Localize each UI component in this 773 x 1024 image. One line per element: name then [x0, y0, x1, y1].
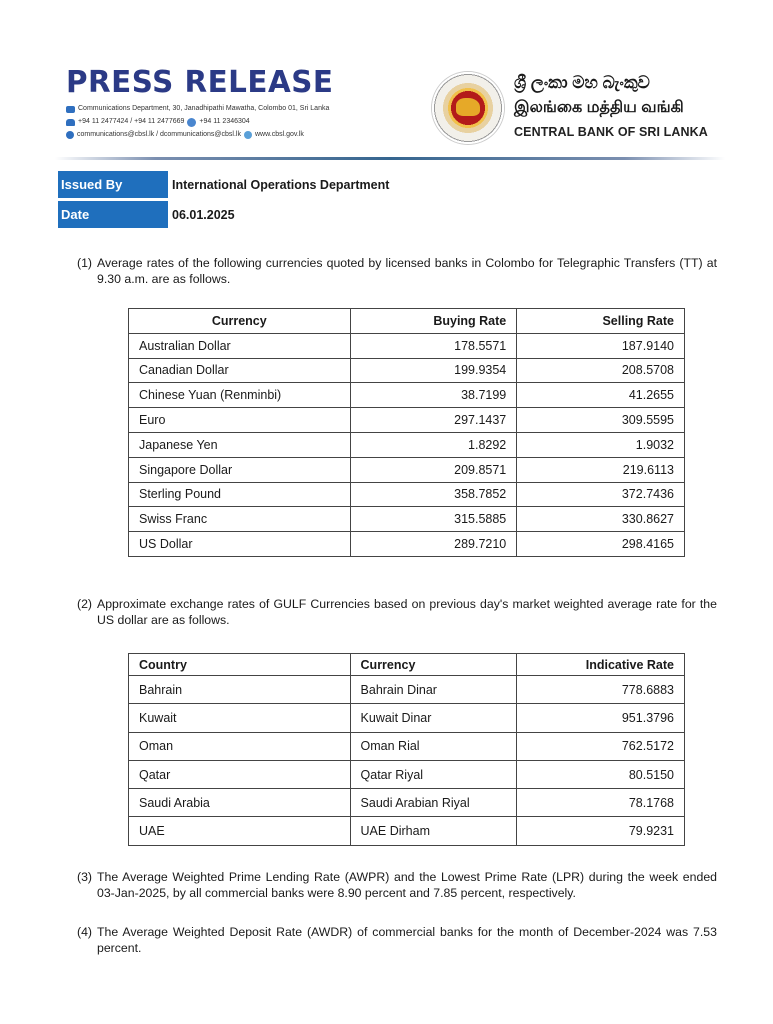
table-row: [129, 760, 685, 788]
envelope-icon: [66, 106, 75, 113]
cell-country: UAE: [129, 817, 351, 845]
issued-by-row: [58, 171, 389, 198]
tt-rates-table: [128, 308, 685, 557]
cell-currency: Australian Dollar: [129, 333, 351, 358]
cell-buying-rate: 289.7210: [350, 532, 517, 557]
table-row: [129, 358, 685, 383]
contact-address-text: Communications Department, 30, Janadhipathi Mawatha, Colombo 01, Sri Lanka: [78, 105, 330, 112]
cell-selling-rate: 309.5595: [517, 408, 685, 433]
cell-currency: Oman Rial: [350, 732, 517, 760]
lion-emblem-icon: [456, 98, 480, 116]
section-text: The Average Weighted Deposit Rate (AWDR) of commercial banks for the month of December-2024 was 7.53 percent.: [97, 925, 717, 955]
fax-icon: [187, 118, 196, 127]
table-row: [129, 383, 685, 408]
cell-currency: Bahrain Dinar: [350, 676, 517, 704]
cell-selling-rate: 208.5708: [517, 358, 685, 383]
cell-currency: Saudi Arabian Riyal: [350, 789, 517, 817]
cell-indicative-rate: 951.3796: [517, 704, 685, 732]
bank-seal-logo: [432, 72, 504, 144]
cell-currency: Swiss Franc: [129, 507, 351, 532]
contact-phone-text: +94 11 2477424 / +94 11 2477669: [78, 118, 185, 125]
section-3-paragraph: [77, 869, 717, 901]
table-row: [129, 676, 685, 704]
cell-buying-rate: 297.1437: [350, 408, 517, 433]
cell-currency: Euro: [129, 408, 351, 433]
bank-name-english: CENTRAL BANK OF SRI LANKA: [514, 125, 708, 139]
cell-selling-rate: 187.9140: [517, 333, 685, 358]
section-number: (2): [77, 597, 93, 611]
cell-buying-rate: 209.8571: [350, 457, 517, 482]
cell-currency: UAE Dirham: [350, 817, 517, 845]
section-number: (3): [77, 870, 93, 884]
cell-selling-rate: 330.8627: [517, 507, 685, 532]
table-row: [129, 817, 685, 845]
cell-country: Kuwait: [129, 704, 351, 732]
gulf-rates-table: [128, 653, 685, 846]
cell-currency: Canadian Dollar: [129, 358, 351, 383]
cell-buying-rate: 199.9354: [350, 358, 517, 383]
table-row: [129, 457, 685, 482]
cell-country: Oman: [129, 732, 351, 760]
cell-buying-rate: 178.5571: [350, 333, 517, 358]
contact-fax-text: +94 11 2346304: [199, 118, 250, 125]
cell-buying-rate: 315.5885: [350, 507, 517, 532]
cell-selling-rate: 372.7436: [517, 482, 685, 507]
cell-currency: Japanese Yen: [129, 432, 351, 457]
cell-selling-rate: 298.4165: [517, 532, 685, 557]
header-divider: [55, 157, 725, 160]
date-label: Date: [58, 201, 168, 228]
cell-currency: Singapore Dollar: [129, 457, 351, 482]
cell-selling-rate: 1.9032: [517, 432, 685, 457]
column-header-currency: Currency: [350, 654, 517, 676]
column-header-buying-rate: Buying Rate: [350, 309, 517, 334]
section-text: Approximate exchange rates of GULF Currencies based on previous day's market weighted average rate for the US dollar are as follows.: [97, 597, 717, 627]
issued-by-label: Issued By: [58, 171, 168, 198]
cell-country: Saudi Arabia: [129, 789, 351, 817]
table-header-row: [129, 654, 685, 676]
table-row: [129, 789, 685, 817]
phone-icon: [66, 119, 75, 126]
column-header-indicative-rate: Indicative Rate: [517, 654, 685, 676]
cell-currency: Kuwait Dinar: [350, 704, 517, 732]
column-header-country: Country: [129, 654, 351, 676]
section-1-paragraph: [77, 255, 717, 287]
email-icon: [66, 131, 74, 139]
section-number: (4): [77, 925, 93, 939]
column-header-selling-rate: Selling Rate: [517, 309, 685, 334]
cell-selling-rate: 219.6113: [517, 457, 685, 482]
section-2-paragraph: [77, 596, 717, 628]
cell-buying-rate: 38.7199: [350, 383, 517, 408]
table-row: [129, 532, 685, 557]
contact-address: [66, 104, 329, 114]
issued-by-value: International Operations Department: [172, 177, 390, 192]
table-row: [129, 408, 685, 433]
table-row: [129, 333, 685, 358]
cell-indicative-rate: 79.9231: [517, 817, 685, 845]
table-row: [129, 704, 685, 732]
contact-email: [66, 130, 304, 140]
cell-country: Qatar: [129, 760, 351, 788]
section-text: The Average Weighted Prime Lending Rate (AWPR) and the Lowest Prime Rate (LPR) during the week ended 03-Jan-2025, by all commercial banks were 8.90 percent and 7.85 percent, respectively.: [97, 870, 717, 900]
cell-currency: Chinese Yuan (Renminbi): [129, 383, 351, 408]
table-header-row: [129, 309, 685, 334]
section-4-paragraph: [77, 924, 717, 956]
press-release-header: [0, 0, 773, 160]
contact-phone: [66, 117, 250, 127]
cell-currency: US Dollar: [129, 532, 351, 557]
cell-buying-rate: 358.7852: [350, 482, 517, 507]
table-row: [129, 732, 685, 760]
cell-indicative-rate: 762.5172: [517, 732, 685, 760]
bank-name-sinhala: ශ්‍රී ලංකා මහ බැංකුව: [514, 73, 650, 92]
bank-name-tamil: இலங்கை மத்திய வங்கி: [514, 99, 684, 116]
table-row: [129, 482, 685, 507]
cell-buying-rate: 1.8292: [350, 432, 517, 457]
contact-email-text: communications@cbsl.lk / dcommunications@cbsl.lk: [77, 131, 241, 138]
contact-website-text: www.cbsl.gov.lk: [255, 131, 304, 138]
date-value: 06.01.2025: [172, 207, 235, 222]
cell-selling-rate: 41.2655: [517, 383, 685, 408]
cell-country: Bahrain: [129, 676, 351, 704]
cell-currency: Qatar Riyal: [350, 760, 517, 788]
table-row: [129, 432, 685, 457]
section-number: (1): [77, 256, 93, 270]
globe-icon: [244, 131, 252, 139]
column-header-currency: Currency: [129, 309, 351, 334]
cell-indicative-rate: 78.1768: [517, 789, 685, 817]
cell-currency: Sterling Pound: [129, 482, 351, 507]
section-text: Average rates of the following currencies quoted by licensed banks in Colombo for Telegraphic Transfers (TT) at 9.30 a.m. are as follows.: [97, 256, 717, 286]
table-row: [129, 507, 685, 532]
press-release-title: PRESS RELEASE: [66, 65, 334, 100]
cell-indicative-rate: 778.6883: [517, 676, 685, 704]
cell-indicative-rate: 80.5150: [517, 760, 685, 788]
date-row: [58, 201, 235, 228]
